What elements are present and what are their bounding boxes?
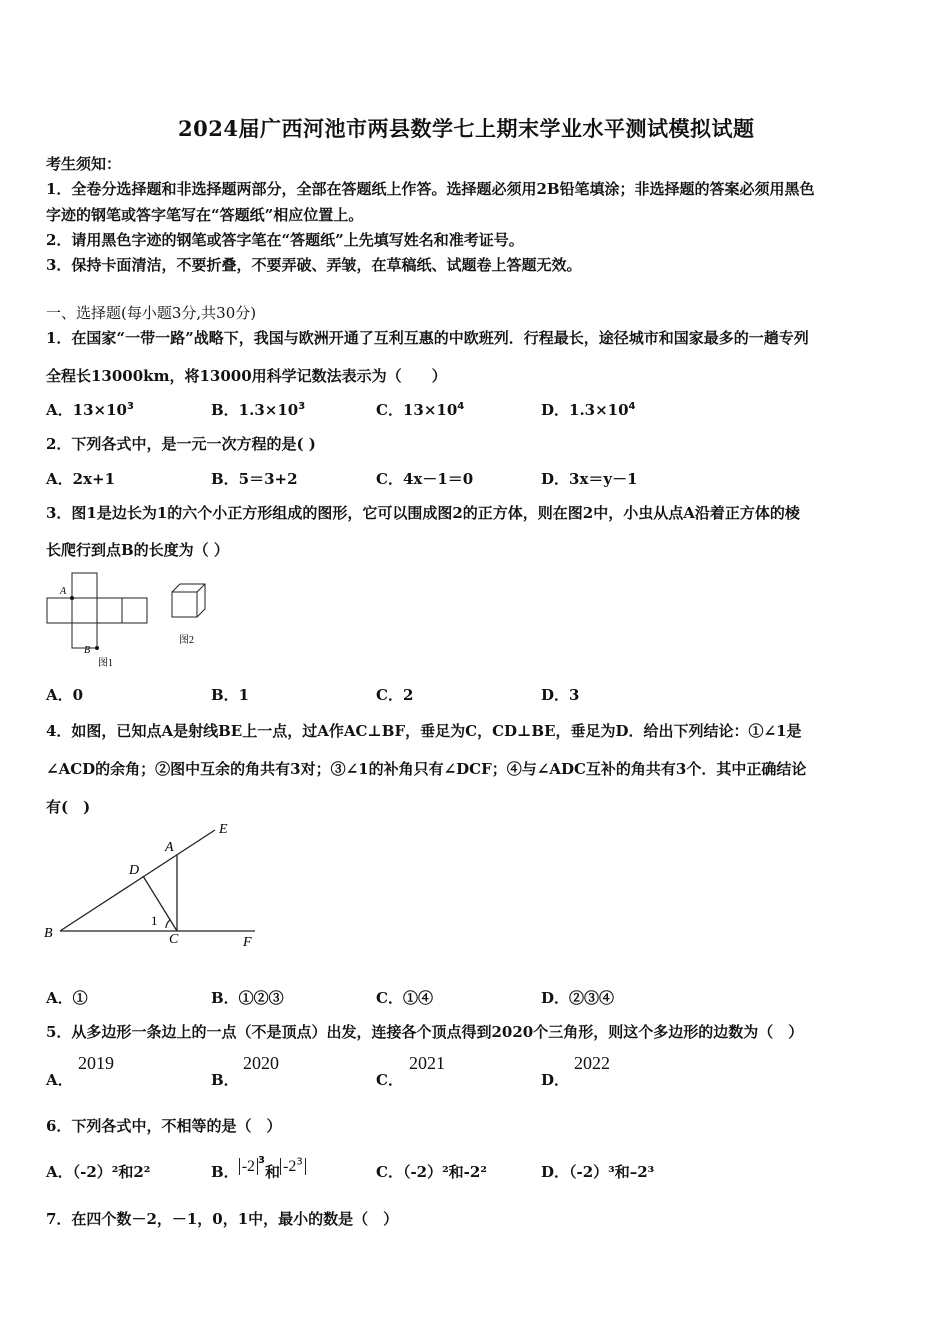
q3-option-b: B．1	[211, 686, 250, 704]
q4-stem-line1: 4．如图，已知点A是射线BE上一点，过A作AC⊥BF，垂足为C，CD⊥BE，垂足为D．给出下列结论：①∠1是	[46, 722, 802, 740]
q4-option-d: D．②③④	[541, 989, 615, 1007]
label-c: C	[169, 932, 179, 947]
fig2-caption: 图2	[179, 635, 194, 646]
q6-option-a: A．（-2）²和2²	[46, 1163, 151, 1181]
q3-stem-line2: 长爬行到点B的长度为（ ）	[46, 541, 229, 559]
cube-figure	[172, 584, 205, 617]
q6-option-b: B． -2 $^3$和 $-2^3$	[211, 1161, 306, 1182]
label-f: F	[243, 935, 252, 950]
q3-option-d: D．3	[541, 686, 580, 704]
point-a-dot	[70, 596, 74, 600]
label-e: E	[219, 822, 228, 837]
section-heading: 一、选择题(每小题3分,共30分)	[46, 304, 257, 322]
q4-option-a: A．①	[46, 989, 88, 1007]
q3-stem-line1: 3．图1是边长为1的六个小正方形组成的图形，它可以围成图2的正方体，则在图2中，小虫从点A沿着正方体的棱	[46, 504, 800, 522]
q4-option-b: B．①②③	[211, 989, 284, 1007]
q2-option-d: D．3x＝y－1	[541, 470, 638, 488]
q1-option-c: C．$13\times 10^4$	[376, 401, 465, 419]
q5-option-d-value: 2022	[574, 1053, 610, 1073]
q7-stem: 7．在四个数－2，－1，0，1中，最小的数是（ ）	[46, 1210, 399, 1228]
q6-option-d: D．（-2）³和–2³	[541, 1163, 655, 1181]
q6-option-c: C．（-2）²和-2²	[376, 1163, 487, 1181]
notice-item-3: 3．保持卡面清洁，不要折叠，不要弄破、弄皱，在草稿纸、试题卷上答题无效。	[46, 256, 582, 274]
q4-stem-line2: ∠ACD的余角；②图中互余的角共有3对；③∠1的补角只有∠DCF；④与∠ADC互补的角共有3个．其中正确结论	[46, 760, 807, 778]
label-angle-1: 1	[151, 913, 158, 928]
point-b-dot	[95, 646, 99, 650]
q5-option-c: C．	[376, 1071, 403, 1089]
ray-be	[60, 830, 215, 931]
notice-item-1-cont: 字迹的钢笔或答字笔写在“答题纸”相应位置上。	[46, 206, 364, 224]
cube-net-figure	[47, 573, 147, 648]
q4-geometry-figure	[40, 818, 270, 953]
q1-option-a: A．$13\times 10^3$	[46, 401, 134, 419]
angle-1-arc	[166, 920, 170, 928]
q5-option-c-value: 2021	[409, 1053, 445, 1073]
q2-option-b: B．5＝3+2	[211, 470, 298, 488]
segment-cd	[143, 876, 177, 931]
q5-option-b: B．	[211, 1071, 239, 1089]
q5-option-b-value: 2020	[243, 1053, 279, 1073]
label-b: B	[44, 926, 53, 941]
q4-stem-line3: 有( )	[46, 798, 91, 816]
q6-stem: 6．下列各式中，不相等的是（ ）	[46, 1117, 282, 1135]
q3-option-c: C．2	[376, 686, 414, 704]
q5-option-d: D．	[541, 1071, 570, 1089]
q6-option-b-expr2: $-2^3$	[280, 1158, 306, 1175]
label-d: D	[129, 863, 140, 878]
q4-option-c: C．①④	[376, 989, 433, 1007]
q1-stem-line1: 1．在国家“一带一路”战略下，我国与欧洲开通了互利互惠的中欧班列．行程最长，途径城市和国家最多的一趟专列	[46, 329, 809, 347]
q2-option-a: A．2x+1	[46, 470, 116, 488]
notice-item-1: 1．全卷分选择题和非选择题两部分，全部在答题纸上作答。选择题必须用2B铅笔填涂；非选择题的答案必须用黑色	[46, 180, 815, 198]
q1-stem-line2: 全程长13000km，将13000用科学记数法表示为（ ）	[46, 367, 447, 385]
page-title: 2024届广西河池市两县数学七上期末学业水平测试模拟试题	[178, 116, 755, 141]
fig-label-b: B	[84, 645, 91, 656]
q5-stem: 5．从多边形一条边上的一点（不是顶点）出发，连接各个顶点得到2020个三角形，则这个多边形的边数为（ ）	[46, 1023, 804, 1041]
q2-stem: 2．下列各式中，是一元一次方程的是( )	[46, 435, 316, 453]
notice-heading: 考生须知：	[46, 155, 122, 173]
fig-label-a: A	[60, 586, 67, 597]
q3-figures	[40, 568, 240, 673]
q1-option-b: B．$1.3\times 10^3$	[211, 401, 306, 419]
q5-option-a: A．	[46, 1071, 73, 1089]
label-a: A	[165, 840, 174, 855]
q5-option-a-value: 2019	[78, 1053, 114, 1073]
q1-option-d: D．$1.3\times 10^4$	[541, 401, 636, 419]
fig1-caption: 图1	[98, 658, 113, 669]
q2-option-c: C．4x－1＝0	[376, 470, 474, 488]
notice-item-2: 2．请用黑色字迹的钢笔或答字笔在“答题纸”上先填写姓名和准考证号。	[46, 231, 524, 249]
q3-option-a: A．0	[46, 686, 84, 704]
